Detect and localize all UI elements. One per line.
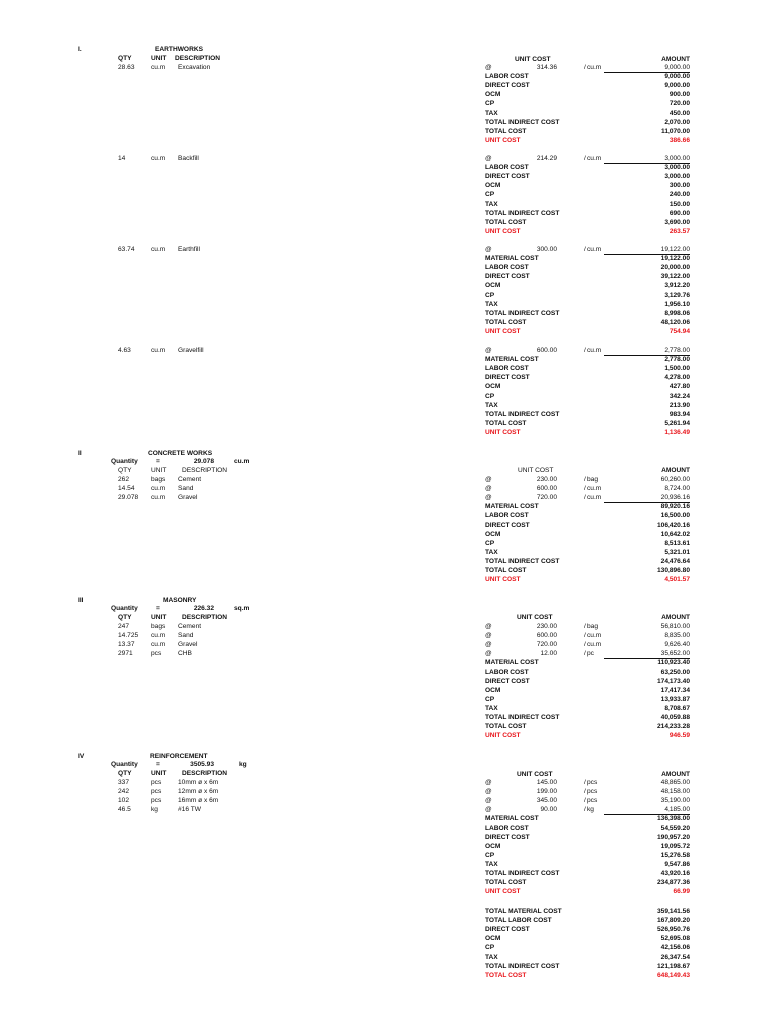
item-description: Backfill — [178, 155, 199, 162]
cost-row-value: 174,173.40 — [656, 677, 690, 685]
at-symbol: @ — [485, 494, 492, 502]
item-qty: 4.63 — [118, 347, 131, 354]
summary-label: TOTAL INDIRECT COST — [485, 962, 560, 970]
cost-row-label: CP — [485, 191, 495, 199]
cost-row-value: 16,500.00 — [660, 512, 690, 520]
material-rate-unit: pcs — [587, 779, 598, 786]
cost-row-value: 89,920.16 — [660, 503, 690, 511]
item-rate-unit: cu.m — [587, 246, 602, 253]
material-description: Cement — [178, 476, 202, 483]
cost-row-label: MATERIAL COST — [485, 255, 539, 263]
cost-row-value: 66.99 — [673, 888, 690, 896]
cost-row-value: 234,877.36 — [656, 879, 690, 887]
item-unit: cu.m — [151, 155, 166, 162]
item-rate: 600.00 — [536, 347, 557, 354]
material-qty: 14.725 — [118, 632, 139, 640]
cost-row-value: 40,059.88 — [660, 714, 690, 721]
material-rate: 720.00 — [536, 494, 557, 502]
cost-row-value: 900.00 — [669, 91, 690, 99]
material-description: 16mm ø x 6m — [178, 797, 219, 805]
quantity-label: Quantity — [111, 458, 138, 465]
slash: / — [584, 788, 586, 796]
cost-row-value: 15,276.58 — [660, 851, 690, 859]
section-title: EARTHWORKS — [155, 46, 203, 53]
section-title: CONCRETE WORKS — [148, 450, 213, 457]
cost-row-label: MATERIAL COST — [485, 356, 539, 364]
cost-row-label: TAX — [485, 200, 498, 208]
material-unit: pcs — [151, 779, 162, 786]
cost-row-label: DIRECT COST — [485, 374, 530, 382]
section-numeral: IV — [78, 753, 85, 760]
cost-row-value: 4,501.57 — [664, 576, 690, 584]
material-amount: 8,835.00 — [664, 632, 690, 640]
summary-label: OCM — [485, 935, 501, 943]
cost-row-value: 3,129.76 — [664, 291, 690, 299]
slash: / — [584, 779, 586, 786]
quantity-equals: = — [156, 761, 160, 768]
cost-row-label: CP — [485, 392, 495, 400]
slash: / — [584, 64, 586, 71]
summary-label: TAX — [485, 953, 498, 961]
cost-row-label: CP — [485, 100, 495, 108]
cost-row-value: 10,642.02 — [660, 530, 690, 538]
item-rate-unit: cu.m — [587, 64, 602, 71]
cost-row-label: LABOR COST — [485, 73, 529, 81]
material-rate: 145.00 — [536, 779, 557, 786]
cost-row-value: 8,998.06 — [664, 309, 690, 317]
summary-value: 648,149.43 — [656, 971, 690, 979]
material-qty: 14.54 — [118, 485, 135, 493]
quantity-unit: cu.m — [234, 458, 250, 465]
cost-row-label: UNIT COST — [485, 888, 521, 896]
quantity-equals: = — [156, 605, 160, 612]
cost-row-value: 13,933.87 — [660, 695, 690, 703]
material-rate-unit: pc — [587, 650, 594, 658]
cost-row-label: TAX — [485, 109, 498, 117]
cost-row-value: 1,136.49 — [664, 428, 690, 436]
summary-value: 42,156.06 — [660, 944, 690, 952]
cost-row-value: 946.59 — [669, 732, 690, 740]
quantity-value: 3505.93 — [190, 761, 214, 768]
slash: / — [584, 246, 586, 253]
cost-row-label: TAX — [485, 548, 498, 556]
material-unit: cu.m — [151, 632, 166, 640]
material-description: #16 TW — [178, 806, 201, 814]
material-rate: 600.00 — [536, 632, 557, 640]
summary-value: 526,950.76 — [656, 926, 690, 934]
at-symbol: @ — [485, 64, 492, 71]
material-amount: 35,652.00 — [660, 650, 690, 658]
material-unit: pcs — [151, 788, 162, 796]
slash: / — [584, 155, 586, 162]
cost-row-label: TOTAL INDIRECT COST — [485, 410, 560, 418]
material-unit: bags — [151, 623, 166, 630]
summary-label: TOTAL MATERIAL COST — [485, 908, 562, 915]
cost-row-label: TOTAL INDIRECT COST — [485, 118, 560, 126]
cost-row-value: 9,000.00 — [664, 73, 690, 81]
cost-row-label: UNIT COST — [485, 327, 521, 335]
summary-value: 121,198.67 — [656, 962, 690, 970]
material-rate: 199.00 — [536, 788, 557, 796]
cost-row-value: 214,233.28 — [656, 723, 690, 731]
cost-row-label: TOTAL INDIRECT COST — [485, 309, 560, 317]
col-header-description: DESCRIPTION — [175, 55, 221, 62]
cost-row-label: TAX — [485, 401, 498, 409]
material-amount: 4,185.00 — [664, 806, 690, 814]
item-rate-unit: cu.m — [587, 347, 602, 354]
col-header-amount: AMOUNT — [661, 467, 690, 474]
material-rate: 720.00 — [536, 641, 557, 649]
at-symbol: @ — [485, 623, 492, 630]
slash: / — [584, 806, 586, 814]
cost-row-value: 5,321.01 — [664, 548, 690, 556]
at-symbol: @ — [485, 797, 492, 805]
cost-row-value: 20,000.00 — [660, 264, 690, 272]
cost-row-value: 720.00 — [669, 100, 690, 108]
cost-row-label: MATERIAL COST — [485, 815, 539, 823]
cost-row-value: 63,250.00 — [660, 668, 690, 676]
material-rate-unit: bag — [587, 476, 599, 483]
cost-row-value: 9,547.86 — [664, 860, 690, 868]
cost-row-value: 1,500.00 — [664, 365, 690, 373]
cost-row-value: 24,476.64 — [660, 557, 690, 565]
material-rate-unit: cu.m — [587, 485, 602, 493]
cost-row-value: 3,690.00 — [664, 218, 690, 226]
section-title: MASONRY — [163, 597, 197, 604]
material-description: 10mm ø x 6m — [178, 779, 219, 786]
material-description: 12mm ø x 6m — [178, 788, 219, 796]
cost-row-label: CP — [485, 851, 495, 859]
col-header-unit: UNIT — [151, 770, 167, 777]
cost-row-label: OCM — [485, 686, 501, 694]
cost-row-value: 240.00 — [669, 191, 690, 199]
cost-row-value: 43,920.16 — [660, 870, 690, 877]
cost-row-label: DIRECT COST — [485, 173, 530, 181]
slash: / — [584, 632, 586, 640]
col-header-unit-cost: UNIT COST — [518, 467, 554, 474]
cost-row-label: LABOR COST — [485, 824, 529, 832]
quantity-equals: = — [156, 458, 160, 465]
material-rate-unit: cu.m — [587, 632, 602, 640]
cost-row-label: TAX — [485, 704, 498, 712]
material-unit: cu.m — [151, 494, 166, 502]
material-rate-unit: pcs — [587, 797, 598, 805]
cost-row-label: UNIT COST — [485, 576, 521, 584]
cost-row-value: 1,956.10 — [664, 300, 690, 308]
cost-row-label: TAX — [485, 860, 498, 868]
col-header-unit: UNIT — [151, 614, 167, 621]
material-rate-unit: pcs — [587, 788, 598, 796]
item-unit: cu.m — [151, 347, 166, 354]
slash: / — [584, 623, 586, 630]
col-header-description: DESCRIPTION — [182, 467, 228, 474]
col-header-qty: QTY — [118, 467, 132, 474]
col-header-amount: AMOUNT — [661, 771, 690, 778]
col-header-qty: QTY — [118, 55, 132, 62]
material-qty: 337 — [118, 779, 130, 786]
item-description: Excavation — [178, 64, 211, 71]
section-numeral: I. — [78, 46, 82, 53]
material-amount: 48,158.00 — [660, 788, 690, 796]
slash: / — [584, 485, 586, 493]
cost-row-label: UNIT COST — [485, 227, 521, 235]
material-rate: 90.00 — [540, 806, 557, 814]
material-unit: bags — [151, 476, 166, 483]
quantity-value: 29.078 — [193, 458, 214, 465]
material-unit: pcs — [151, 650, 162, 658]
col-header-unit-cost: UNIT COST — [515, 56, 551, 63]
slash: / — [584, 347, 586, 354]
material-qty: 29.078 — [118, 494, 139, 502]
cost-row-label: OCM — [485, 530, 501, 538]
cost-row-value: 4,278.00 — [664, 374, 690, 382]
section-title: REINFORCEMENT — [150, 753, 208, 760]
cost-row-value: 754.94 — [669, 327, 690, 335]
cost-row-value: 300.00 — [669, 182, 690, 190]
cost-row-label: TOTAL INDIRECT COST — [485, 870, 560, 877]
material-amount: 56,810.00 — [660, 623, 690, 630]
item-rate-unit: cu.m — [587, 155, 602, 162]
quantity-value: 226.32 — [193, 605, 214, 612]
cost-row-value: 190,957.20 — [656, 833, 690, 841]
quantity-label: Quantity — [111, 761, 138, 768]
cost-row-label: CP — [485, 291, 495, 299]
cost-row-label: TOTAL COST — [485, 419, 527, 427]
cost-row-value: 39,122.00 — [660, 273, 690, 281]
cost-row-value: 213.90 — [669, 401, 690, 409]
material-rate: 230.00 — [536, 476, 557, 483]
item-rate: 314.36 — [536, 64, 557, 71]
item-description: Gravelfill — [178, 347, 204, 354]
cost-row-value: 983.94 — [669, 410, 690, 418]
col-header-description: DESCRIPTION — [182, 770, 228, 777]
at-symbol: @ — [485, 650, 492, 658]
cost-row-value: 48,120.06 — [660, 318, 690, 326]
cost-row-value: 3,000.00 — [664, 173, 690, 181]
at-symbol: @ — [485, 246, 492, 253]
cost-row-value: 8,513.61 — [664, 539, 690, 547]
cost-row-value: 150.00 — [669, 200, 690, 208]
material-rate: 345.00 — [536, 797, 557, 805]
cost-row-value: 2,778.00 — [664, 356, 690, 364]
cost-row-label: CP — [485, 695, 495, 703]
at-symbol: @ — [485, 155, 492, 162]
material-amount: 20,936.16 — [660, 494, 690, 502]
col-header-unit-cost: UNIT COST — [517, 771, 553, 778]
cost-row-label: UNIT COST — [485, 136, 521, 144]
at-symbol: @ — [485, 485, 492, 493]
material-amount: 48,865.00 — [660, 779, 690, 786]
quantity-label: Quantity — [111, 605, 138, 612]
material-rate: 230.00 — [536, 623, 557, 630]
cost-row-value: 19,122.00 — [660, 255, 690, 263]
cost-row-label: UNIT COST — [485, 428, 521, 436]
material-amount: 9,626.40 — [664, 641, 690, 649]
material-amount: 35,190.00 — [660, 797, 690, 805]
cost-row-label: OCM — [485, 91, 501, 99]
slash: / — [584, 797, 586, 805]
summary-value: 52,695.08 — [660, 935, 690, 943]
material-unit: pcs — [151, 797, 162, 805]
cost-row-value: 263.57 — [669, 227, 690, 235]
at-symbol: @ — [485, 788, 492, 796]
col-header-qty: QTY — [118, 614, 132, 621]
material-description: Gravel — [178, 641, 198, 649]
item-amount: 3,000.00 — [664, 155, 690, 162]
material-amount: 60,260.00 — [660, 476, 690, 483]
cost-row-label: TOTAL INDIRECT COST — [485, 209, 560, 217]
summary-label: TOTAL COST — [485, 971, 527, 979]
item-amount: 9,000.00 — [664, 64, 690, 71]
item-amount: 2,778.00 — [664, 347, 690, 354]
cost-row-label: MATERIAL COST — [485, 659, 539, 667]
material-description: CHB — [178, 650, 192, 658]
cost-row-label: LABOR COST — [485, 668, 529, 676]
col-header-qty: QTY — [118, 770, 132, 777]
col-header-unit-cost: UNIT COST — [517, 614, 553, 621]
cost-row-label: OCM — [485, 383, 501, 391]
item-amount: 19,122.00 — [660, 246, 690, 253]
material-rate-unit: cu.m — [587, 641, 602, 649]
at-symbol: @ — [485, 641, 492, 649]
material-description: Sand — [178, 632, 194, 640]
cost-row-label: TAX — [485, 300, 498, 308]
item-description: Earthfill — [178, 246, 200, 253]
material-description: Sand — [178, 485, 194, 493]
cost-row-label: DIRECT COST — [485, 677, 530, 685]
item-qty: 28.63 — [118, 64, 135, 71]
cost-row-label: TOTAL COST — [485, 879, 527, 887]
cost-row-label: TOTAL INDIRECT COST — [485, 714, 560, 721]
item-unit: cu.m — [151, 246, 166, 253]
cost-row-label: DIRECT COST — [485, 521, 530, 529]
summary-label: CP — [485, 944, 495, 952]
at-symbol: @ — [485, 347, 492, 354]
cost-row-label: TOTAL COST — [485, 567, 527, 574]
cost-row-value: 17,417.34 — [660, 686, 690, 694]
summary-value: 359,141.56 — [656, 908, 690, 915]
quantity-unit: sq.m — [234, 605, 250, 612]
cost-row-value: 427.80 — [669, 383, 690, 391]
material-qty: 247 — [118, 623, 130, 630]
cost-row-value: 3,912.20 — [664, 282, 690, 290]
cost-row-value: 5,261.94 — [664, 419, 690, 427]
cost-row-value: 11,070.00 — [661, 127, 690, 135]
at-symbol: @ — [485, 806, 492, 814]
item-rate: 300.00 — [536, 246, 557, 253]
col-header-amount: AMOUNT — [661, 56, 690, 63]
material-description: Cement — [178, 623, 202, 630]
cost-row-label: OCM — [485, 182, 501, 190]
material-unit: kg — [151, 806, 158, 814]
item-rate: 214.29 — [536, 155, 557, 162]
material-qty: 46.5 — [118, 806, 131, 814]
material-rate: 12.00 — [540, 650, 557, 658]
cost-row-value: 8,708.67 — [664, 704, 690, 712]
cost-row-label: TOTAL COST — [485, 127, 527, 135]
cost-row-label: MATERIAL COST — [485, 503, 539, 511]
item-unit: cu.m — [151, 64, 166, 71]
cost-row-label: LABOR COST — [485, 365, 529, 373]
material-amount: 8,724.00 — [664, 485, 690, 493]
summary-label: DIRECT COST — [485, 926, 530, 934]
cost-row-label: OCM — [485, 842, 501, 850]
material-unit: cu.m — [151, 485, 166, 493]
summary-value: 167,809.20 — [656, 917, 690, 925]
material-qty: 102 — [118, 797, 130, 805]
col-header-description: DESCRIPTION — [182, 614, 228, 621]
cost-row-value: 450.00 — [669, 109, 690, 117]
material-qty: 242 — [118, 788, 130, 796]
cost-row-value: 386.66 — [669, 136, 690, 144]
cost-row-label: UNIT COST — [485, 732, 521, 740]
cost-row-value: 130,896.80 — [656, 567, 690, 574]
cost-row-label: TOTAL COST — [485, 723, 527, 731]
slash: / — [584, 494, 586, 502]
cost-row-label: TOTAL INDIRECT COST — [485, 557, 560, 565]
slash: / — [584, 476, 586, 483]
cost-row-label: CP — [485, 539, 495, 547]
col-header-unit: UNIT — [151, 467, 167, 474]
at-symbol: @ — [485, 476, 492, 483]
at-symbol: @ — [485, 779, 492, 786]
cost-row-value: 690.00 — [669, 209, 690, 217]
summary-label: TOTAL LABOR COST — [485, 917, 552, 925]
cost-row-value: 106,420.16 — [656, 521, 690, 529]
quantity-unit: kg — [239, 761, 247, 768]
material-description: Gravel — [178, 494, 198, 502]
cost-row-label: TOTAL COST — [485, 218, 527, 226]
material-rate-unit: cu.m — [587, 494, 602, 502]
cost-row-label: LABOR COST — [485, 164, 529, 172]
cost-row-label: DIRECT COST — [485, 82, 530, 90]
item-qty: 14 — [118, 155, 126, 162]
section-numeral: II — [78, 450, 82, 457]
col-header-unit: UNIT — [151, 55, 167, 62]
cost-row-value: 54,559.20 — [660, 824, 690, 832]
material-qty: 2971 — [118, 650, 133, 658]
material-rate-unit: bag — [587, 623, 599, 630]
cost-row-value: 3,000.00 — [664, 164, 690, 172]
material-rate-unit: kg — [587, 806, 594, 814]
cost-row-value: 342.24 — [669, 392, 690, 400]
slash: / — [584, 650, 586, 658]
cost-row-label: DIRECT COST — [485, 833, 530, 841]
cost-row-value: 136,398.00 — [656, 815, 690, 823]
summary-value: 26,347.54 — [660, 953, 690, 961]
section-numeral: III — [78, 597, 84, 604]
cost-row-label: TOTAL COST — [485, 318, 527, 326]
material-unit: cu.m — [151, 641, 166, 649]
at-symbol: @ — [485, 632, 492, 640]
cost-row-label: OCM — [485, 282, 501, 290]
cost-row-value: 19,095.72 — [660, 842, 690, 850]
cost-row-value: 110,923.40 — [657, 659, 690, 667]
slash: / — [584, 641, 586, 649]
material-rate: 600.00 — [536, 485, 557, 493]
cost-row-label: LABOR COST — [485, 264, 529, 272]
cost-row-label: LABOR COST — [485, 512, 529, 520]
cost-row-label: DIRECT COST — [485, 273, 530, 281]
item-qty: 63.74 — [118, 246, 135, 253]
material-qty: 262 — [118, 476, 130, 483]
col-header-amount: AMOUNT — [661, 614, 690, 621]
cost-row-value: 2,070.00 — [664, 118, 690, 126]
cost-row-value: 9,000.00 — [664, 82, 690, 90]
material-qty: 13.37 — [118, 641, 135, 649]
